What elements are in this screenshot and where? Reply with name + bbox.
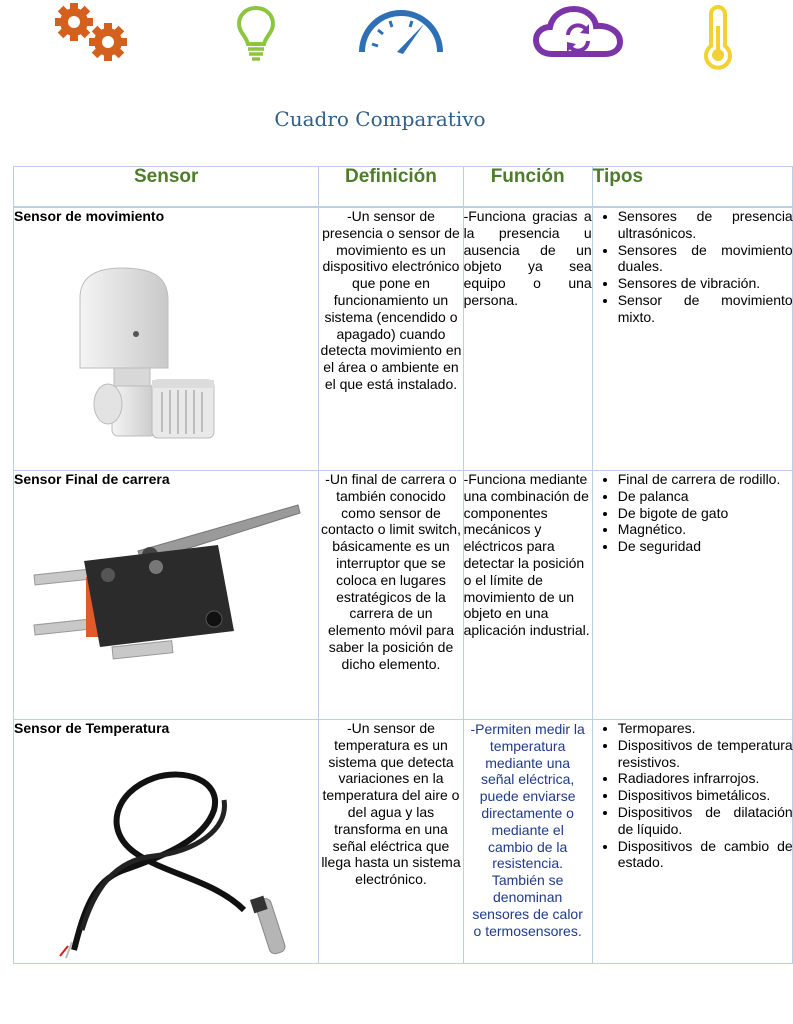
list-item: • Sensores de vibración. [618,275,793,292]
definicion-cell: -Un final de carrera o también conocido como sensor de contacto o limit switch, básicamente es un interruptor que se coloca en lugares estratégicos de la carrera de un elemento móvil para saber la posición de dicho elemento. [319,471,463,720]
page-title: Cuadro Comparativo [274,107,486,131]
header-definicion: Definición [319,167,463,208]
definicion-cell: -Un sensor de presencia o sensor de movimiento es un dispositivo electrónico que pone en funcionamiento un sistema (encendido o apagado) cuando detecta movimiento en el área o ambiente en el que está instalado. [319,207,463,471]
tipos-cell [592,471,792,720]
list-item: • Sensor de movimiento mixto. [618,292,793,326]
temperature-probe-image [54,760,294,960]
definicion-cell: -Un sensor de temperatura es un sistema que detecta variaciones en la temperatura del aire o del agua y las transforma en una señal eléctrica que llega hasta un sistema electrónico. [319,720,463,964]
table-row [14,207,793,471]
lightbulb-icon [236,4,276,62]
sensor-cell [14,720,319,964]
list-item: • Dispositivos bimetálicos. [618,787,793,804]
list-item: • Magnético. [618,521,793,538]
sensor-name: Sensor de movimiento [14,208,165,224]
tipos-list [593,471,793,555]
sensor-cell [14,471,319,720]
funcion-cell: -Funciona mediante una combinación de componentes mecánicos y eléctricos para detectar la posición o el límite de movimiento de un objeto en una aplicación industrial. [463,471,592,720]
thermometer-icon [698,4,738,68]
tipos-list [593,720,793,871]
table-row [14,471,793,720]
table-row [14,720,793,964]
limit-switch-image [28,501,308,681]
tipos-list [593,208,793,326]
list-item: • De palanca [618,488,793,505]
header-tipos: Tipos [592,167,792,208]
list-item: • De seguridad [618,538,793,555]
list-item: • Dispositivos de cambio de estado. [618,838,793,872]
list-item: • Dispositivos de dilatación de líquido. [618,804,793,838]
speedometer-icon [356,6,446,56]
sensor-name: Sensor Final de carrera [14,471,170,487]
list-item: • Termopares. [618,720,793,737]
header-funcion: Función [463,167,592,208]
sensor-cell [14,207,319,471]
tipos-cell [592,720,792,964]
sensor-name: Sensor de Temperatura [14,720,170,736]
list-item: • De bigote de gato [618,505,793,522]
list-item: • Dispositivos de temperatura resistivos. [618,737,793,771]
cloud-sync-icon [532,4,624,60]
list-item: • Sensores de movimiento duales. [618,242,793,276]
list-item: • Final de carrera de rodillo. [618,471,793,488]
tipos-cell [592,207,792,471]
funcion-cell: -Funciona gracias a la presencia u ausencia de un objeto ya sea equipo o una persona. [463,207,592,471]
header-sensor: Sensor [14,167,319,208]
motion-sensor-image [72,268,232,448]
comparison-table [13,166,793,964]
funcion-cell: -Permiten medir la temperatura mediante una señal eléctrica, puede enviarse directamente o mediante el cambio de la resistencia. También se denominan sensores de calor o termosensores. [463,720,592,964]
gears-icon [50,0,132,64]
list-item: • Radiadores infrarrojos. [618,770,793,787]
table-header-row [14,167,793,208]
list-item: • Sensores de presencia ultrasónicos. [618,208,793,242]
